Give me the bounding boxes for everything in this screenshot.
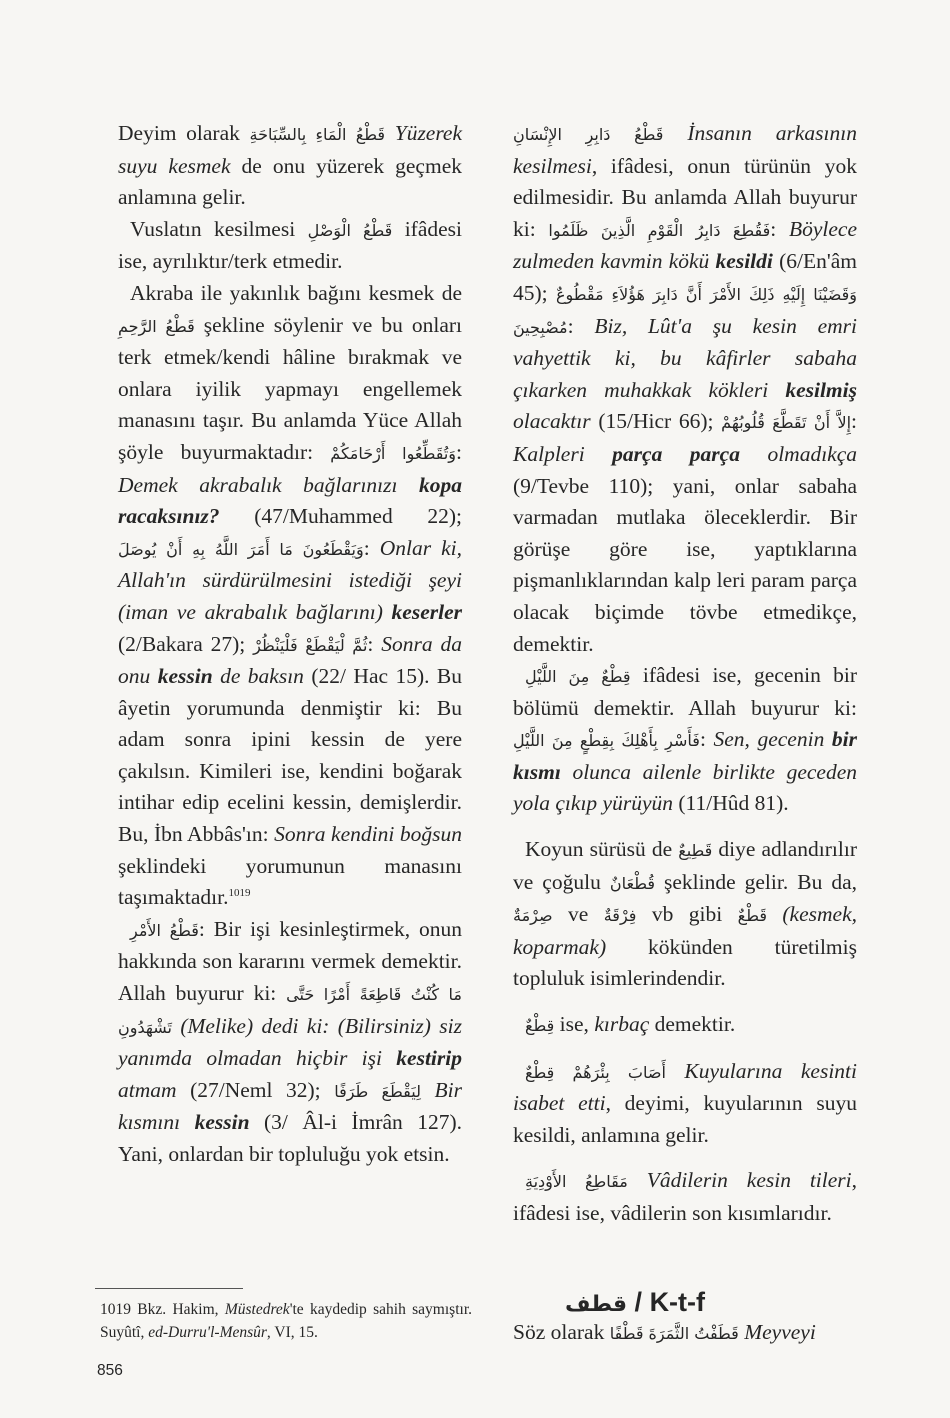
paragraph: Koyun sürüsü de قَطِيعٌ diye adlandırılır ve çoğulu قُطْعَانٌ şeklinde gelir. Bu da, صِرْمَةٌ ve فِرْقَةٌ vb gibi قَطْعٌ (kesmek, koparmak) kökünden türetilmiş topluluk isimlerindendir. <box>513 837 858 991</box>
heading-arabic-root: قطف <box>565 1292 628 1317</box>
arabic-word: قِطْعٌ <box>525 1016 555 1036</box>
section-heading: قطف / K-t-f <box>565 1287 706 1317</box>
paragraph: أَصَابَ بِئْرَهُمْ قِطْعٌ Kuyularına kesinti isabet etti, deyimi, kuyularının suyu kesildi, anlamına gelir. <box>513 1058 857 1147</box>
arabic-verse: فَقُطِعَ دَابِرُ الْقَوْمِ الَّذِينَ ظَلَمُوا <box>548 220 771 240</box>
arabic-phrase: مَقَاطِعُ الأَوْدِيَةِ <box>525 1172 628 1192</box>
arabic-phrase: قَطَفْتُ الثَّمَرَةَ قَطْفًا <box>609 1324 739 1343</box>
continuing-line: Söz olarak قَطَفْتُ الثَّمَرَةَ قَطْفًا Meyveyi <box>513 1320 816 1344</box>
page-number: 856 <box>97 1362 123 1379</box>
arabic-verse: وَقَضَيْنَا إِلَيْهِ ذَلِكَ الأَمْرَ أَنَّ دَابِرَ هَؤُلاَءِ مَقْطُوعٌ مُصْبِحِينَ <box>513 284 857 337</box>
arabic-verse: فَأَسْرِ بِأَهْلِكَ بِقِطْعٍ مِنَ اللَّيْلِ <box>513 731 700 751</box>
arabic-phrase: قَطْعُ دَابِرِ الإِنْسَانِ <box>513 125 664 144</box>
paragraph: قِطْعٌ مِنَ اللَّيْلِ ifâdesi ise, gecenin bir bölümü demektir. Allah buyurur ki: فَأَسْرِ بِأَهْلِكَ بِقِطْعٍ مِنَ اللَّيْلِ: Sen, gecenin bir kısmı olunca ailenle birlikte geceden yola çıkıp yürüyün (11/Hûd 81). <box>513 663 857 816</box>
arabic-phrase: قَطْعُ الرَّحِمِ <box>118 316 195 336</box>
arabic-word: فِرْقَةٌ <box>603 906 637 926</box>
arabic-verse: ثُمَّ لْيَقْطَعْ فَلْيَنْظُرْ <box>253 635 368 655</box>
arabic-verse: مَا كُنْتُ قَاطِعَةً أَمْرًا حَتَّى تَشْهَدُونِ <box>118 985 462 1037</box>
paragraph: Deyim olarak قَطْعُ الْمَاءِ بِالسِّبَاحَةِ Yüzerek suyu kesmek de onu yüzerek geçmek anlamına gelir. <box>118 121 463 210</box>
arabic-verse: وَيَقْطَعُونَ مَا أَمَرَ اللَّهُ بِهِ أَنْ يُوصَلَ <box>118 539 364 559</box>
arabic-phrase: قَطْعُ الأَمْرِ <box>130 920 199 940</box>
paragraph: قِطْعٌ ise, kırbaç demektir. <box>525 1012 736 1037</box>
arabic-word: صِرْمَةٌ <box>513 906 553 926</box>
arabic-phrase: قَطْعُ الْمَاءِ بِالسِّبَاحَةِ <box>249 125 386 144</box>
paragraph: قَطْعُ دَابِرِ الإِنْسَانِ İnsanın arkasının kesilmesi, ifâdesi, onun türünün yok edilmesidir. Bu anlamda Allah buyurur ki: فَقُطِعَ دَابِرُ الْقَوْمِ الَّذِينَ ظَلَمُوا: Böylece zulmeden kavmin kökü kesildi (6/En'âm 45); وَقَضَيْنَا إِلَيْهِ ذَلِكَ الأَمْرَ أَنَّ دَابِرَ هَؤُلاَءِ مَقْطُوعٌ مُصْبِحِينَ: Biz, Lût'a şu kesin emri vahyettik ki, bu kâfirler sabaha çıkarken muhakkak kökleri kesilmiş olacaktır (15/Hicr 66); إِلاَّ أَنْ تَقَطَّعَ قُلُوبُهُمْ: Kalpleri parça parça olmadıkça (9/Tevbe 110); yani, onlar sabaha varmadan mutlaka öleceklerdir. Bir görüşe göre ise, yaptıklarına pişmanlıklarından kalp leri param parça olacak biçimde tövbe etmedikçe, demektir. <box>513 121 858 656</box>
arabic-phrase: أَصَابَ بِئْرَهُمْ قِطْعٌ <box>525 1062 666 1082</box>
right-column <box>513 118 857 1230</box>
arabic-word: قَطْعٌ <box>737 906 767 926</box>
arabic-word: قُطْعَانٌ <box>609 873 655 893</box>
heading-latin-root: K-t-f <box>649 1287 706 1317</box>
arabic-verse: إِلاَّ أَنْ تَقَطَّعَ قُلُوبُهُمْ <box>721 413 852 433</box>
paragraph: Vuslatın kesilmesi قَطْعُ الْوَصْلِ ifâdesi ise, ayrılıktır/terk etmedir. <box>118 216 463 274</box>
arabic-verse: لِيَقْطَعَ طَرَفًا <box>334 1081 421 1101</box>
footnote-ref[interactable]: 1019 <box>228 887 251 900</box>
left-column <box>118 118 462 1171</box>
paragraph: قَطْعُ الأَمْرِ: Bir işi kesinleştirmek, onun hakkında son kararını vermek demektir. Allah buyurur ki: مَا كُنْتُ قَاطِعَةً أَمْرًا حَتَّى تَشْهَدُونِ (Melike) dedi ki: (Bilirsiniz) siz yanımda olmadan hiçbir işi kestirip atmam (27/Neml 32); لِيَقْطَعَ طَرَفًا Bir kısmını kessin (3/ Âl-i İmrân 127). Yani, onlardan bir topluluğu yok etsin. <box>118 916 463 1166</box>
footnote-divider <box>95 1288 243 1289</box>
arabic-phrase: قَطْعُ الْوَصْلِ <box>307 220 393 240</box>
paragraph: مَقَاطِعُ الأَوْدِيَةِ Vâdilerin kesin tileri, ifâdesi ise, vâdilerin son kısımlarıdır. <box>513 1168 857 1225</box>
arabic-phrase: قِطْعٌ مِنَ اللَّيْلِ <box>525 667 631 687</box>
arabic-verse: وَتُقَطِّعُوا أَرْحَامَكُمْ <box>330 443 457 463</box>
footnote: 1019 Bkz. Hakim, Müstedrek'te kaydedip sahih saymıştır. Suyûtî, ed-Durru'l-Mensûr, VI, 15. <box>100 1301 472 1341</box>
paragraph: Akraba ile yakınlık bağını kesmek de قَطْعُ الرَّحِمِ şekline söylenir ve bu onları terk etmek/kendi hâline bırakmak ve onlara iyilik yapmayı engellemek manasını taşır. Bu anlamda Yüce Allah şöyle buyurmaktadır: وَتُقَطِّعُوا أَرْحَامَكُمْ: Demek akrabalık bağlarınızı kopa racaksınız? (47/Muhammed 22); وَيَقْطَعُونَ مَا أَمَرَ اللَّهُ بِهِ أَنْ يُوصَلَ: Onlar ki, Allah'ın sürdürülmesini istediği şeyi (iman ve akrabalık bağlarını) keserler (2/Bakara 27); ثُمَّ لْيَقْطَعْ فَلْيَنْظُرْ: Sonra da onu kessin de baksın (22/ Hac 15). Bu âyetin yorumunda denmiştir ki: Bu adam sonra ipini kessin de yere çakılsın. Kimileri ise, kendini boğarak intihar edip ecelini kessin, demişlerdir. Bu, İbn Abbâs'ın: Sonra kendini boğsun şeklindeki yorumunun manasını taşımaktadır.$^{1019}$ <box>118 280 463 910</box>
arabic-word: قَطِيعٌ <box>678 841 713 861</box>
